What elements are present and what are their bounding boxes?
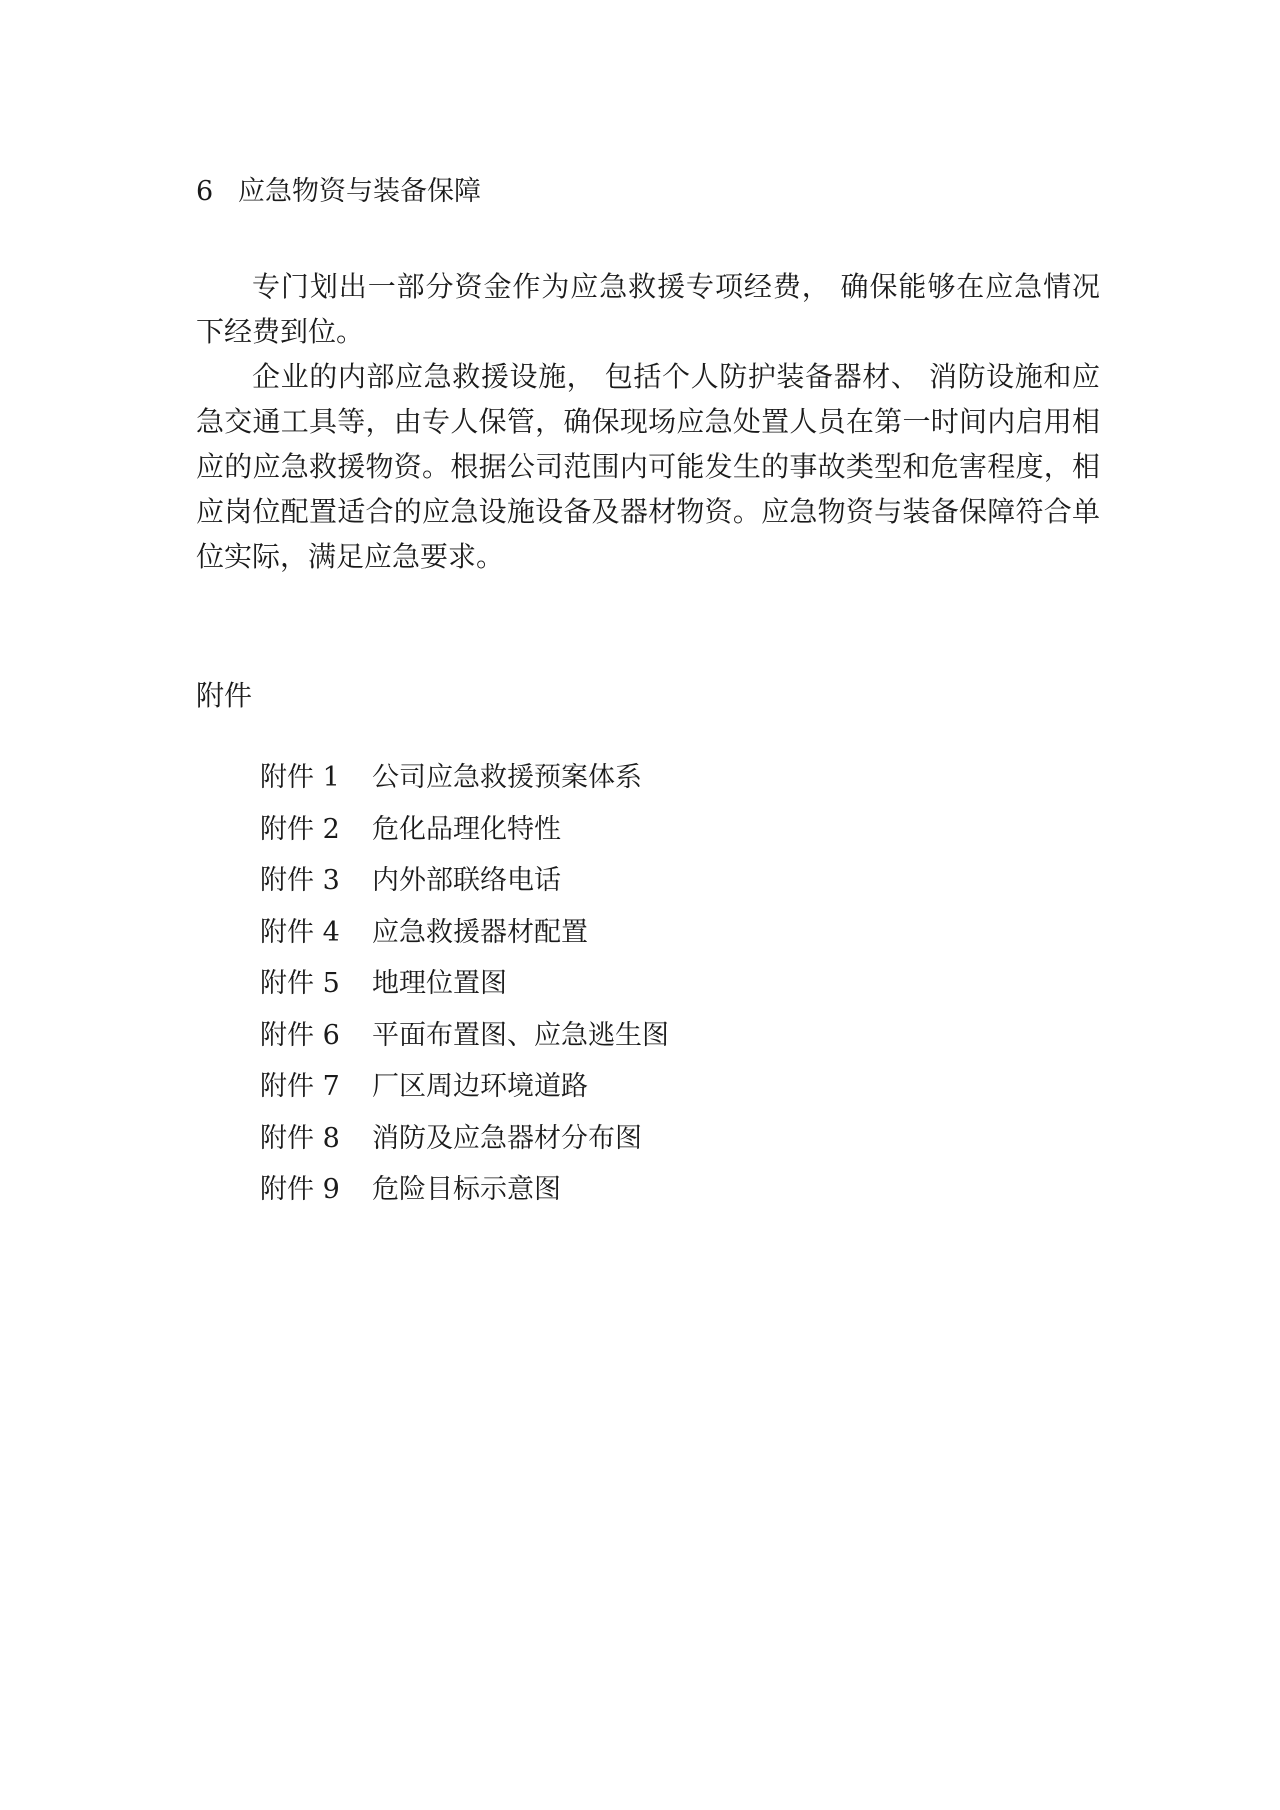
paragraph-facilities: 企业的内部应急救援设施， 包括个人防护装备器材、 消防设施和应急交通工具等，由专人保管，确保现场应急处置人员在第一时间内启用相应的应急救援物资。根据公司范围内可能发生的事故类型和危害程度，相应岗位配置适合的应急设施设备及器材物资。应急物资与装备保障符合单位实际，满足应急要求。 [196, 360, 1100, 573]
attachment-item [260, 958, 669, 1010]
attachment-title: 厂区周边环境道路 [372, 1071, 588, 1102]
attachment-item [260, 1113, 669, 1165]
attachment-item [260, 855, 669, 907]
attachment-title: 平面布置图、应急逃生图 [372, 1019, 669, 1051]
attachment-title: 内外部联络电话 [372, 865, 561, 896]
attachments-heading: 附件 [196, 679, 253, 712]
attachment-title: 应急救援器材配置 [372, 916, 588, 948]
attachment-item [260, 752, 669, 804]
attachment-item [260, 804, 669, 856]
attachment-title: 消防及应急器材分布图 [372, 1122, 642, 1154]
attachment-title: 公司应急救援预案体系 [372, 762, 642, 793]
attachment-label: 附件 7 [260, 1071, 340, 1102]
attachment-label: 附件 2 [260, 813, 340, 845]
attachment-title: 危化品理化特性 [372, 813, 561, 845]
section-number: 6 [196, 176, 214, 207]
attachment-item [260, 1164, 669, 1216]
attachment-label: 附件 1 [260, 762, 340, 793]
section-heading [196, 172, 481, 212]
attachments-list [260, 752, 669, 1216]
attachment-title: 危险目标示意图 [372, 1174, 561, 1205]
attachment-label: 附件 4 [260, 916, 340, 948]
attachment-label: 附件 3 [260, 865, 340, 896]
attachment-label: 附件 5 [260, 968, 340, 999]
attachment-item [260, 1061, 669, 1113]
attachment-label: 附件 9 [260, 1174, 340, 1205]
paragraph-funding: 专门划出一部分资金作为应急救援专项经费， 确保能够在应急情况下经费到位。 [196, 270, 1100, 348]
attachment-item [260, 1010, 669, 1062]
attachment-label: 附件 8 [260, 1122, 340, 1154]
attachment-item [260, 907, 669, 959]
attachment-label: 附件 6 [260, 1019, 340, 1051]
attachment-title: 地理位置图 [372, 968, 507, 999]
section-title: 应急物资与装备保障 [238, 176, 481, 207]
